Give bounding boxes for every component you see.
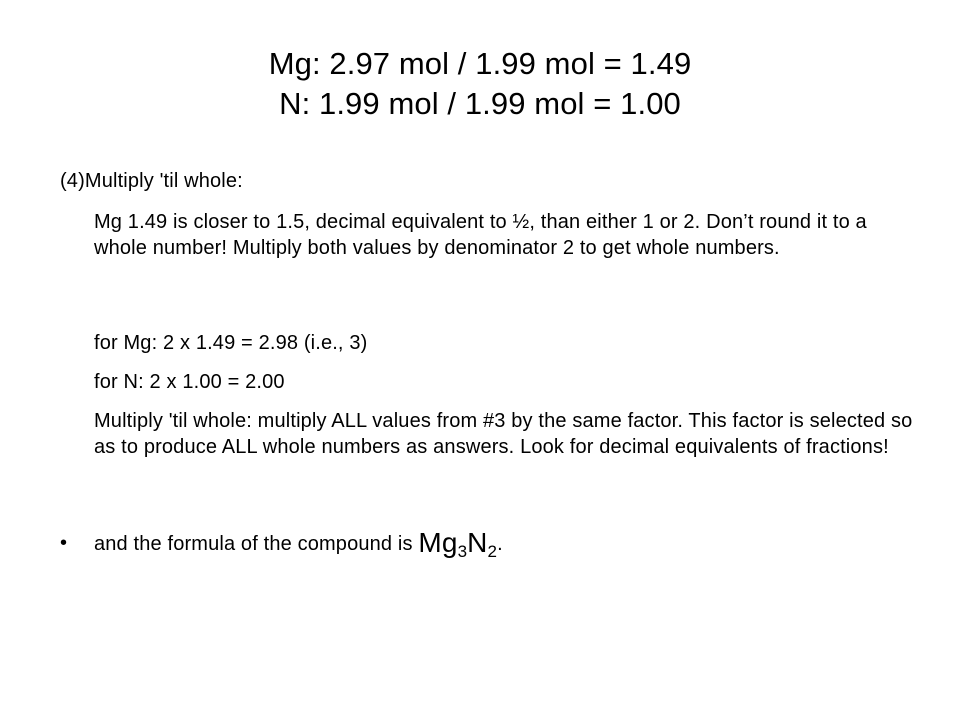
step-heading: (4)Multiply 'til whole: bbox=[60, 170, 243, 192]
rule-paragraph: Multiply 'til whole: multiply ALL values from #3 by the same factor. This factor is selected so as to produce ALL whole numbers as answers. Look for decimal equivalents of fractions! bbox=[94, 410, 913, 458]
slide-title bbox=[60, 44, 900, 124]
formula-subscript-n: 2 bbox=[487, 542, 498, 561]
explanation-paragraph: Mg 1.49 is closer to 1.5, decimal equivalent to ½, than either 1 or 2. Don’t round it to a whole number! Multiply both values by denominator 2 to get whole numbers. bbox=[94, 211, 867, 259]
mg-calculation: for Mg: 2 x 1.49 = 2.98 (i.e., 3) bbox=[94, 332, 368, 354]
bullet-marker: • bbox=[60, 532, 68, 554]
formula-subscript-mg: 3 bbox=[457, 542, 468, 561]
bullet-lead-text: and the formula of the compound is bbox=[94, 533, 413, 555]
title-line-2: N: 1.99 mol / 1.99 mol = 1.00 bbox=[279, 86, 681, 121]
title-line-1: Mg: 2.97 mol / 1.99 mol = 1.49 bbox=[268, 46, 692, 81]
bullet-end: . bbox=[497, 533, 503, 555]
compound-formula bbox=[418, 527, 498, 561]
formula-element-n: N bbox=[467, 527, 488, 558]
n-calculation: for N: 2 x 1.00 = 2.00 bbox=[94, 371, 285, 393]
bullet-text bbox=[94, 527, 503, 561]
formula-element-mg: Mg bbox=[418, 527, 458, 558]
